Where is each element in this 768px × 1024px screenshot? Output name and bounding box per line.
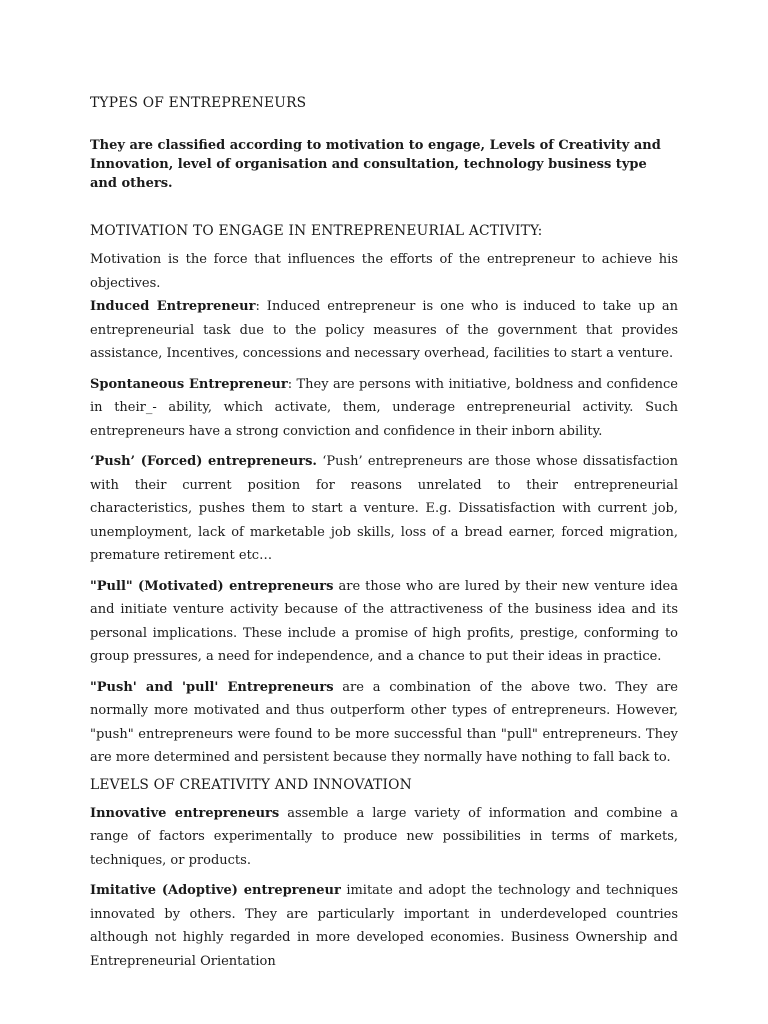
paragraph-induced-entrepreneur bbox=[90, 295, 678, 366]
term-innovative-entrepreneurs: Innovative entrepreneurs bbox=[90, 805, 280, 821]
paragraph-push-pull-entrepreneurs bbox=[90, 676, 678, 770]
paragraph-imitative-entrepreneur bbox=[90, 879, 678, 973]
text-push-entrepreneurs: ‘Push’ entrepreneurs are those whose dissatisfaction with their current position for reasons unrelated to their entrepreneurial characteristics, pushes them to start a venture. E.g. Dissatisfaction with current job, unemployment, lack of marketable job skills, loss of a bread earner, forced migration, premature retirement etc… bbox=[90, 454, 678, 563]
section-heading-creativity: LEVELS OF CREATIVITY AND INNOVATION bbox=[90, 776, 412, 793]
text-pull-entrepreneurs: are those who are lured by their new venture idea and initiate venture activity because of the attractiveness of the business idea and its personal implications. These include a promise of high profits, prestige, conforming to group pressures, a need for independence, and a chance to put their ideas in practice. bbox=[90, 578, 678, 664]
paragraph-innovative-entrepreneurs bbox=[90, 802, 678, 873]
paragraph-spontaneous-entrepreneur bbox=[90, 373, 678, 444]
motivation-lead-paragraph: Motivation is the force that influences the efforts of the entrepreneur to achieve his objectives. bbox=[90, 252, 678, 291]
document-page bbox=[90, 95, 678, 980]
document-title: TYPES OF ENTREPRENEURS bbox=[90, 95, 307, 111]
text-push-pull-entrepreneurs: are a combination of the above two. They are normally more motivated and thus outperform other types of entrepreneurs. However, "push" entrepreneurs were found to be more successful than "pull" entrepreneurs. They are more determined and persistent because they normally have nothing to fall back to. bbox=[90, 679, 678, 765]
term-pull-entrepreneurs: "Pull" (Motivated) entrepreneurs bbox=[90, 578, 334, 594]
text-innovative-entrepreneurs: assemble a large variety of information and combine a range of factors experimentally to produce new possibilities in terms of markets, techniques, or products. bbox=[90, 805, 678, 868]
section-heading-motivation: MOTIVATION TO ENGAGE IN ENTREPRENEURIAL ACTIVITY: bbox=[90, 223, 543, 239]
term-push-entrepreneurs: ‘Push’ (Forced) entrepreneurs. bbox=[90, 454, 317, 469]
intro-paragraph: They are classified according to motivation to engage, Levels of Creativity and Innovation, level of organisation and consultation, technology business type and others. bbox=[90, 138, 661, 191]
text-spontaneous-entrepreneur: : They are persons with initiative, boldness and confidence in their_- ability, which activate, them, underage entrepreneurial activity. Such entrepreneurs have a strong conviction and confidence in their inborn ability. bbox=[90, 376, 678, 439]
text-imitative-entrepreneur: imitate and adopt the technology and techniques innovated by others. They are particularly important in underdeveloped countries although not highly regarded in more developed economies. Business Ownership and Entrepreneurial Orientation bbox=[90, 883, 678, 969]
text-induced-entrepreneur: : Induced entrepreneur is one who is induced to take up an entrepreneurial task due to the policy measures of the government that provides assistance, Incentives, concessions and necessary overhead, facilities to start a venture. bbox=[90, 299, 678, 361]
term-spontaneous-entrepreneur: Spontaneous Entrepreneur bbox=[90, 376, 288, 392]
paragraph-pull-entrepreneurs bbox=[90, 575, 678, 669]
term-push-pull-entrepreneurs: "Push' and 'pull' Entrepreneurs bbox=[90, 679, 334, 695]
paragraph-push-entrepreneurs bbox=[90, 450, 678, 568]
term-imitative-entrepreneur: Imitative (Adoptive) entrepreneur bbox=[90, 883, 341, 898]
term-induced-entrepreneur: Induced Entrepreneur bbox=[90, 299, 256, 314]
